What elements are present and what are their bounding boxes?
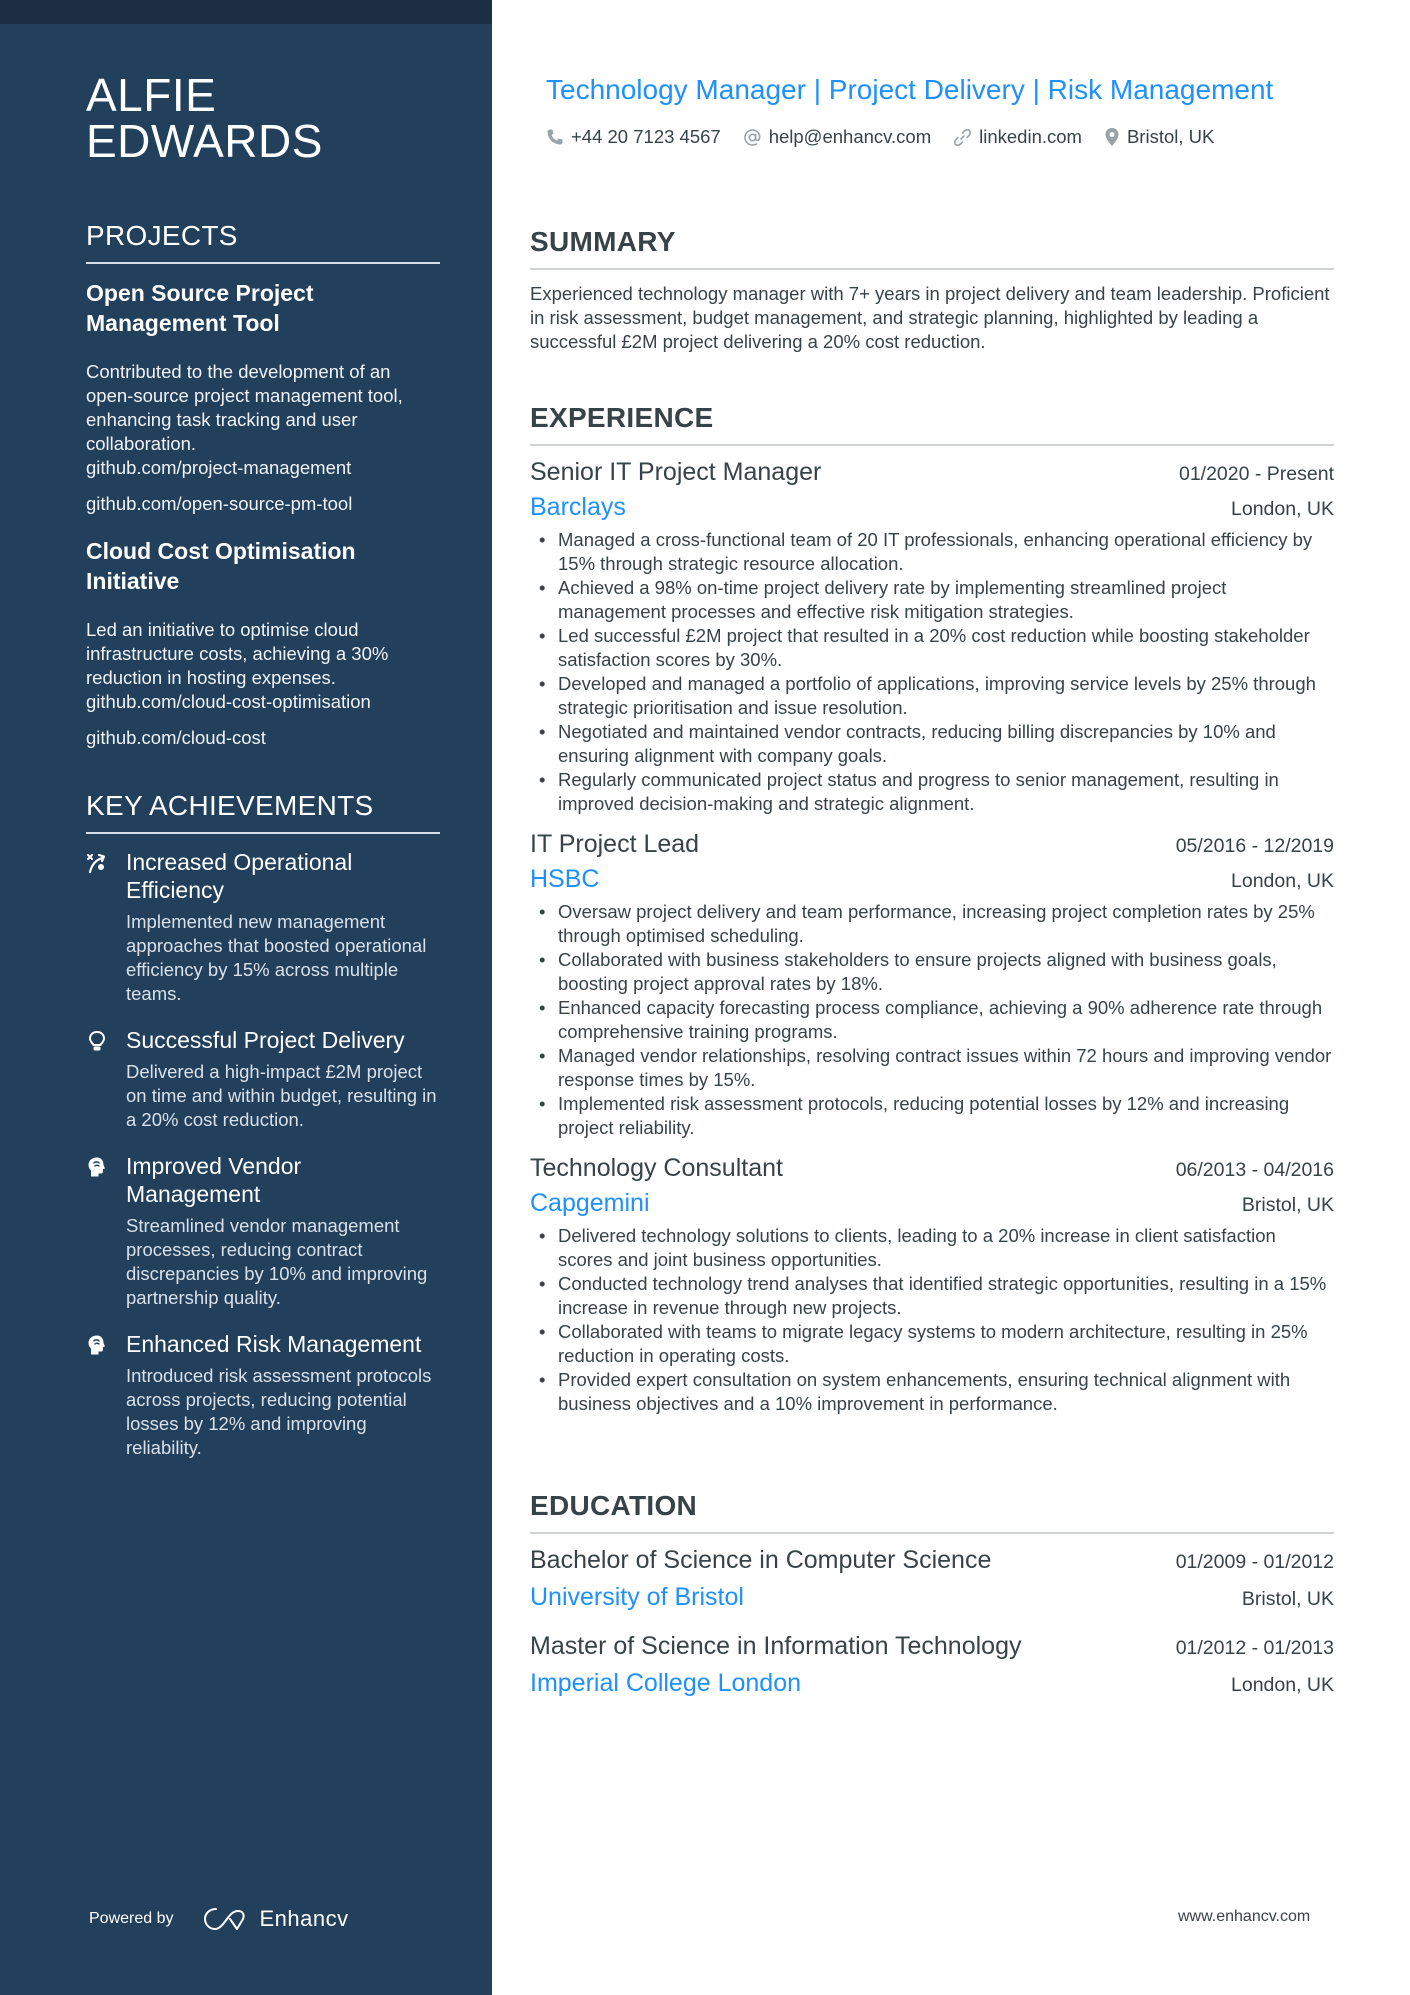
project-link[interactable]: github.com/cloud-cost bbox=[86, 727, 266, 748]
job-bullet: • Implemented risk assessment protocols, reducing potential losses by 12% and increasing project reliability. bbox=[530, 1092, 1334, 1140]
contact-email-text: help@enhancv.com bbox=[768, 126, 932, 147]
job-entry bbox=[530, 830, 1334, 1140]
job-bullets bbox=[530, 900, 1334, 1140]
project-item bbox=[86, 278, 440, 516]
achievement-item bbox=[86, 1152, 440, 1310]
achievement-description: Introduced risk assessment protocols across projects, reducing potential losses by 12% and improving reliability. bbox=[126, 1365, 432, 1458]
education-section bbox=[530, 1490, 1334, 1698]
at-icon bbox=[743, 128, 762, 147]
job-bullet: • Conducted technology trend analyses that identified strategic opportunities, resulting in a 15% increase in revenue through new projects. bbox=[530, 1272, 1334, 1320]
name-last: EDWARDS bbox=[86, 115, 323, 167]
job-company[interactable]: Capgemini bbox=[530, 1189, 650, 1217]
enhancv-brand-name: Enhancv bbox=[259, 1906, 349, 1931]
job-role: Technology Consultant bbox=[530, 1154, 783, 1182]
job-bullets bbox=[530, 528, 1334, 816]
job-dates: 05/2016 - 12/2019 bbox=[1175, 835, 1334, 857]
job-entry bbox=[530, 1154, 1334, 1416]
project-link[interactable]: github.com/cloud-cost-optimisation bbox=[86, 691, 371, 712]
job-bullet: • Enhanced capacity forecasting process compliance, achieving a 90% adherence rate through comprehensive training programs. bbox=[530, 996, 1334, 1044]
job-bullet: • Oversaw project delivery and team performance, increasing project completion rates by 25% through optimised scheduling. bbox=[530, 900, 1334, 948]
summary-text: Experienced technology manager with 7+ years in project delivery and team leadership. Proficient in risk assessment, budget management, and strategic planning, highlighted by leading a successful £2M project delivering a 20% cost reduction. bbox=[530, 283, 1330, 352]
job-location: Bristol, UK bbox=[1241, 1194, 1334, 1216]
contact-email[interactable] bbox=[743, 126, 931, 148]
job-bullet: • Negotiated and maintained vendor contracts, reducing billing discrepancies by 10% and ensuring alignment with company goals. bbox=[530, 720, 1334, 768]
job-bullet: • Regularly communicated project status and progress to senior management, resulting in improved decision-making and strategic alignment. bbox=[530, 768, 1334, 816]
job-dates: 06/2013 - 04/2016 bbox=[1175, 1159, 1334, 1181]
job-location: London, UK bbox=[1231, 870, 1334, 892]
job-bullet: • Developed and managed a portfolio of applications, improving service levels by 25% through strategic prioritisation and issue resolution. bbox=[530, 672, 1334, 720]
job-location: London, UK bbox=[1231, 498, 1334, 520]
achievement-title: Enhanced Risk Management bbox=[126, 1331, 422, 1357]
achievement-title: Successful Project Delivery bbox=[126, 1027, 405, 1053]
job-role: Senior IT Project Manager bbox=[530, 458, 822, 486]
brain-head-icon bbox=[86, 1330, 126, 1460]
education-school[interactable]: Imperial College London bbox=[530, 1669, 802, 1697]
link-icon bbox=[953, 128, 972, 147]
strategy-icon bbox=[86, 848, 126, 1006]
achievement-description: Streamlined vendor management processes, reducing contract discrepancies by 10% and improving partnership quality. bbox=[126, 1215, 428, 1308]
education-location: Bristol, UK bbox=[1241, 1588, 1334, 1610]
sidebar-top-band bbox=[0, 0, 492, 24]
achievement-item bbox=[86, 1330, 440, 1460]
projects-heading: PROJECTS bbox=[86, 220, 440, 264]
job-bullet: • Delivered technology solutions to clients, leading to a 20% increase in client satisfaction scores and joint business opportunities. bbox=[530, 1224, 1334, 1272]
job-bullet: • Collaborated with business stakeholders to ensure projects aligned with business goals, boosting project approval rates by 18%. bbox=[530, 948, 1334, 996]
job-entry bbox=[530, 458, 1334, 816]
job-company[interactable]: Barclays bbox=[530, 493, 626, 521]
education-dates: 01/2012 - 01/2013 bbox=[1175, 1637, 1334, 1659]
project-item bbox=[86, 536, 440, 750]
lightbulb-icon bbox=[86, 1026, 126, 1132]
enhancv-logo-icon bbox=[202, 1905, 248, 1933]
sidebar bbox=[0, 0, 492, 1995]
candidate-name bbox=[86, 69, 440, 167]
job-bullet: • Collaborated with teams to migrate legacy systems to modern architecture, resulting in 25% reduction in operating costs. bbox=[530, 1320, 1334, 1368]
contact-linkedin-text: linkedin.com bbox=[979, 126, 1082, 147]
achievement-description: Implemented new management approaches that boosted operational efficiency by 15% across multiple teams. bbox=[126, 911, 427, 1004]
project-title: Open Source Project Management Tool bbox=[86, 280, 314, 336]
contact-phone-text: +44 20 7123 4567 bbox=[571, 126, 721, 147]
project-title: Cloud Cost Optimisation Initiative bbox=[86, 538, 356, 594]
contact-location-text: Bristol, UK bbox=[1126, 126, 1215, 147]
experience-section bbox=[530, 402, 1334, 1416]
education-degree: Master of Science in Information Technology bbox=[530, 1632, 1022, 1660]
experience-heading: EXPERIENCE bbox=[530, 402, 1334, 446]
education-degree: Bachelor of Science in Computer Science bbox=[530, 1546, 992, 1574]
education-entry bbox=[530, 1546, 1334, 1612]
education-location: London, UK bbox=[1231, 1674, 1334, 1696]
job-bullet: • Provided expert consultation on system enhancements, ensuring technical alignment with business objectives and a 10% improvement in performance. bbox=[530, 1368, 1334, 1416]
achievements-heading: KEY ACHIEVEMENTS bbox=[86, 790, 440, 834]
job-bullet: • Led successful £2M project that resulted in a 20% cost reduction while boosting stakeholder satisfaction scores by 30%. bbox=[530, 624, 1334, 672]
footer-website-link[interactable]: www.enhancv.com bbox=[1178, 1908, 1311, 1925]
job-role: IT Project Lead bbox=[530, 830, 700, 858]
achievement-item bbox=[86, 848, 440, 1006]
achievement-title: Increased Operational Efficiency bbox=[126, 849, 353, 903]
contact-location bbox=[1104, 126, 1214, 148]
achievement-item bbox=[86, 1026, 440, 1132]
name-first: ALFIE bbox=[86, 69, 217, 121]
project-link[interactable]: github.com/project-management bbox=[86, 457, 352, 478]
brain-head-icon bbox=[86, 1152, 126, 1310]
job-bullets bbox=[530, 1224, 1334, 1416]
job-company[interactable]: HSBC bbox=[530, 865, 600, 893]
education-entry bbox=[530, 1632, 1334, 1698]
powered-by-label: Powered by bbox=[89, 1910, 174, 1927]
summary-heading: SUMMARY bbox=[530, 226, 1334, 270]
job-bullet: • Managed a cross-functional team of 20 IT professionals, enhancing operational efficiency by 15% through strategic resource allocation. bbox=[530, 528, 1334, 576]
project-description: Contributed to the development of an open-source project management tool, enhancing task tracking and user collaboration. bbox=[86, 361, 403, 454]
achievement-description: Delivered a high-impact £2M project on time and within budget, resulting in a 20% cost reduction. bbox=[126, 1061, 437, 1130]
headline: Technology Manager | Project Delivery | Risk Management bbox=[546, 74, 1274, 105]
powered-by bbox=[89, 1905, 349, 1933]
education-heading: EDUCATION bbox=[530, 1490, 1334, 1534]
job-bullet: • Managed vendor relationships, resolving contract issues within 72 hours and improving vendor response times by 15%. bbox=[530, 1044, 1334, 1092]
project-link[interactable]: github.com/open-source-pm-tool bbox=[86, 493, 353, 514]
location-pin-icon bbox=[1104, 127, 1120, 147]
sidebar-content bbox=[86, 69, 440, 1460]
project-description: Led an initiative to optimise cloud infrastructure costs, achieving a 30% reduction in hosting expenses. bbox=[86, 619, 389, 688]
contact-linkedin[interactable] bbox=[953, 126, 1082, 148]
job-dates: 01/2020 - Present bbox=[1178, 463, 1334, 485]
contact-bar bbox=[546, 126, 1236, 148]
education-school[interactable]: University of Bristol bbox=[530, 1583, 744, 1611]
contact-phone[interactable] bbox=[546, 126, 721, 148]
phone-icon bbox=[546, 128, 564, 146]
job-bullet: • Achieved a 98% on-time project delivery rate by implementing streamlined project management processes and effective risk mitigation strategies. bbox=[530, 576, 1334, 624]
summary-section bbox=[530, 226, 1334, 354]
education-dates: 01/2009 - 01/2012 bbox=[1175, 1551, 1334, 1573]
achievement-title: Improved Vendor Management bbox=[126, 1153, 302, 1207]
